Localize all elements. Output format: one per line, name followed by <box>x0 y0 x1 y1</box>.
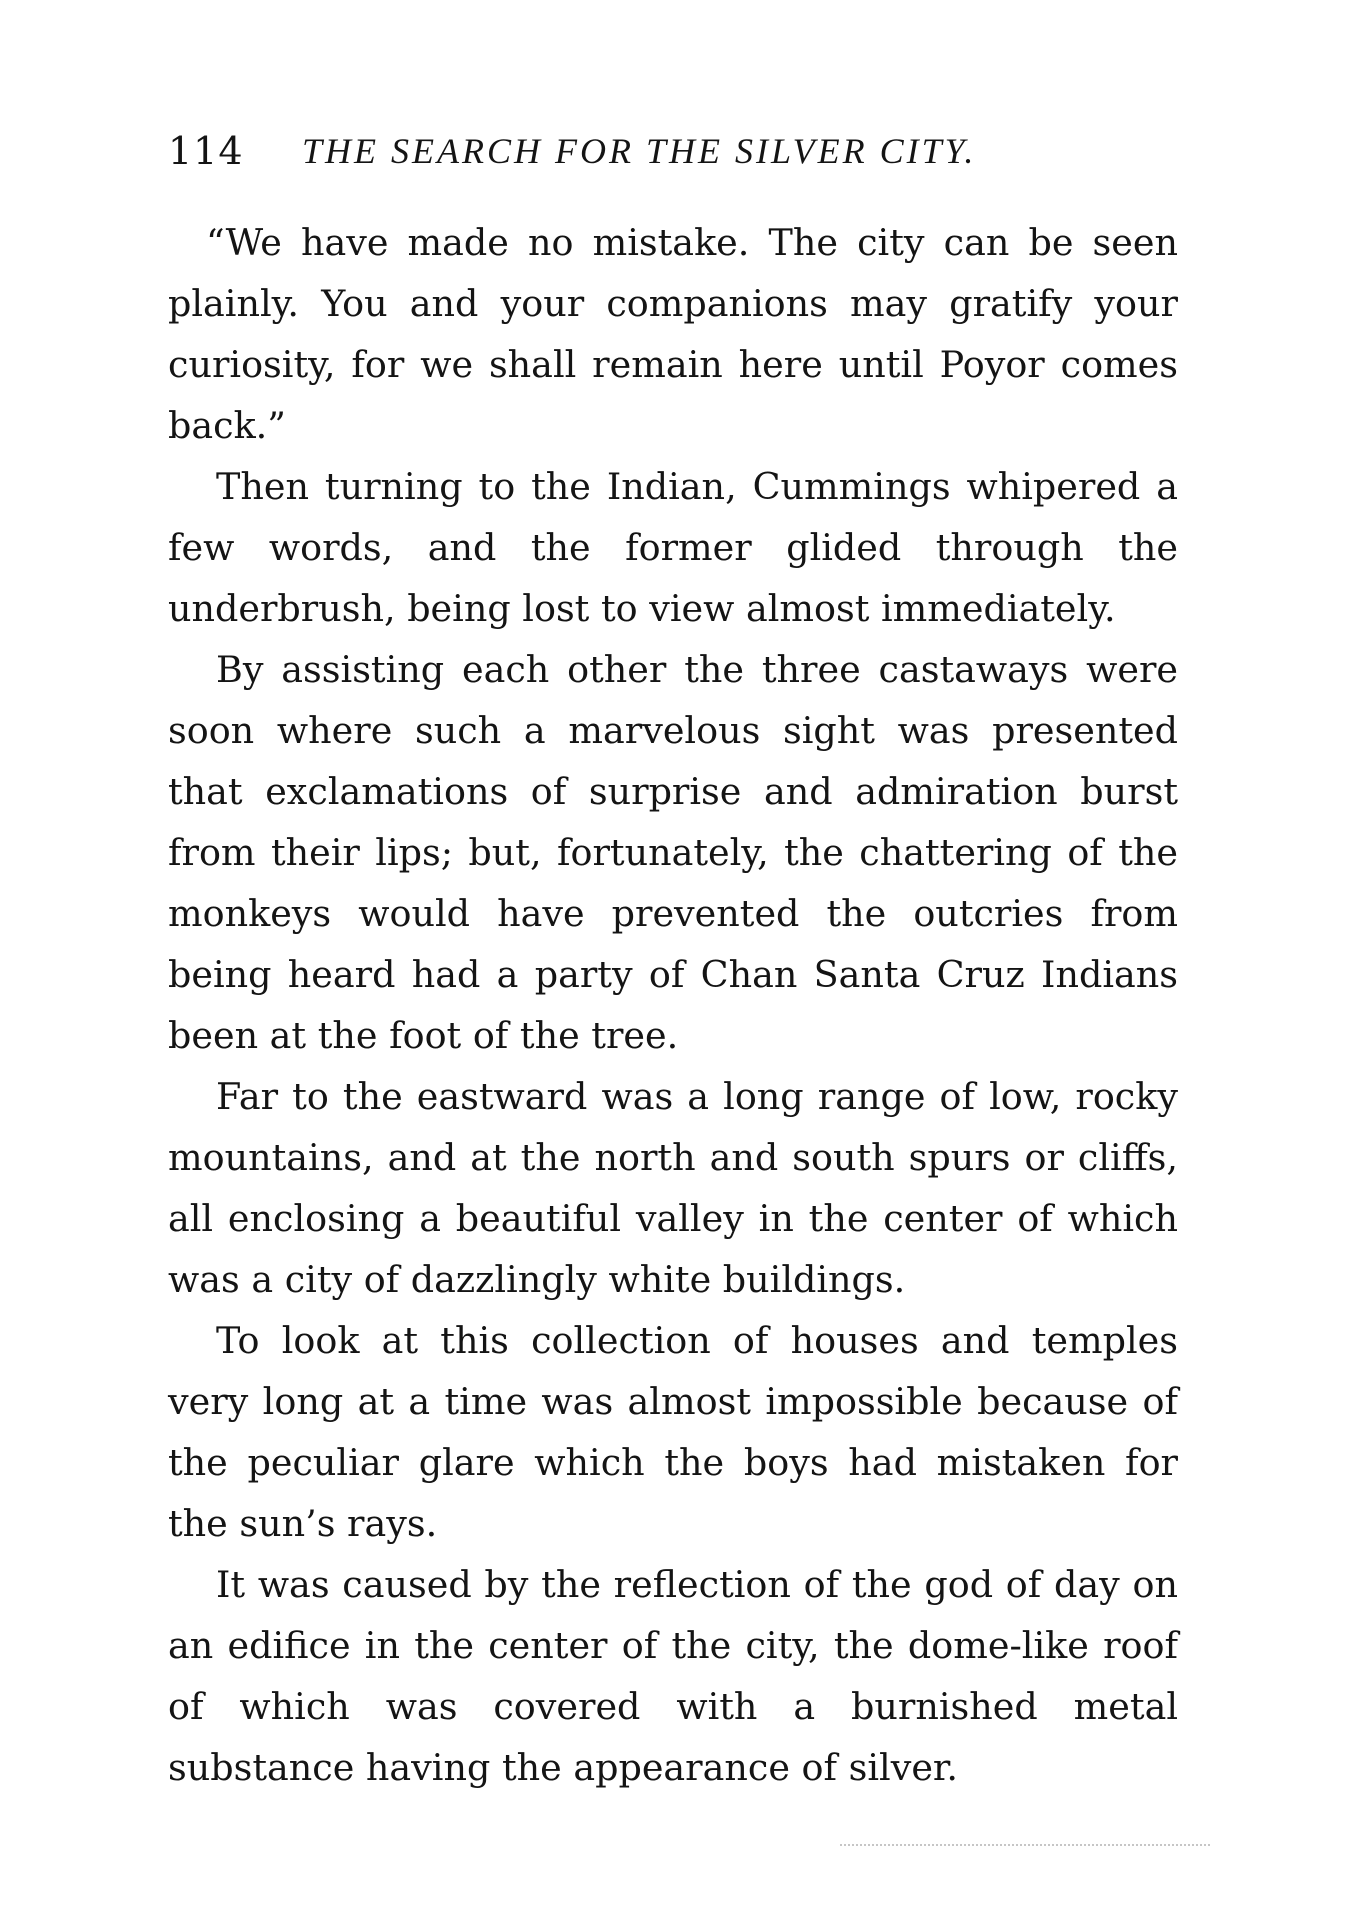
print-specks <box>840 1844 1210 1854</box>
paragraph: Far to the eastward was a long range of low, rocky mountains, and at the north and south spurs or cliffs, all enclosing a beautiful valley in the center of which was a city of dazzlingly white buildings. <box>168 1075 1178 1301</box>
page-header <box>168 126 1178 176</box>
running-title: THE SEARCH FOR THE SILVER CITY. <box>302 131 977 171</box>
paragraph: To look at this collection of houses and temples very long at a time was almost impossible because of the peculiar glare which the boys had mistaken for the sun’s rays. <box>168 1319 1178 1545</box>
paragraph: By assisting each other the three castaways were soon where such a marvelous sight was presented that exclamations of surprise and admiration burst from their lips; but, fortunately, the chattering of the monkeys would have prevented the outcries from being heard had a party of Chan Santa Cruz Indians been at the foot of the tree. <box>168 648 1178 1057</box>
paragraph: “We have made no mistake. The city can be seen plainly. You and your companions may gratify your curiosity, for we shall remain here until Poyor comes back.” <box>168 221 1178 447</box>
body-text <box>168 212 1178 1798</box>
paragraph: Then turning to the Indian, Cummings whipered a few words, and the former glided through the underbrush, being lost to view almost immediately. <box>168 465 1178 630</box>
paragraph: It was caused by the reflection of the god of day on an edifice in the center of the city, the dome-like roof of which was covered with a burnished metal substance having the appearance of silver. <box>168 1563 1178 1789</box>
page-number: 114 <box>168 129 244 173</box>
